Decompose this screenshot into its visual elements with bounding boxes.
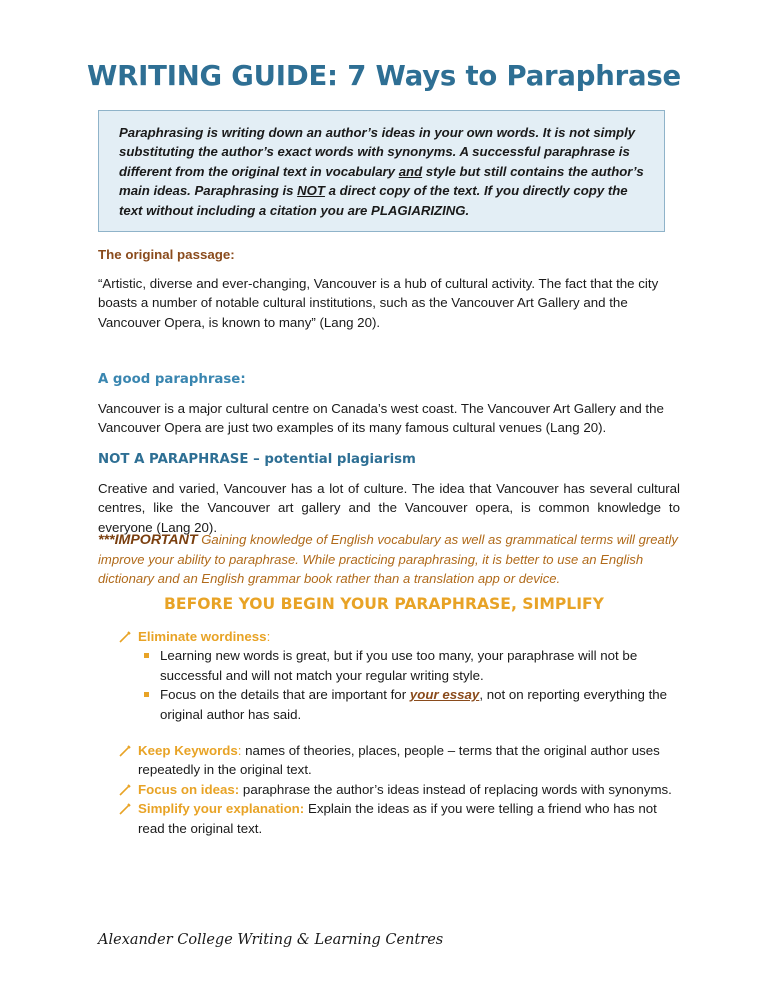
square-bullet-icon <box>144 692 149 697</box>
intro-box <box>98 110 665 232</box>
pencil-icon <box>118 802 132 816</box>
original-heading: The original passage: <box>98 247 235 262</box>
simplify-list-2 <box>118 741 683 838</box>
simplify-heading: BEFORE YOU BEGIN YOUR PARAPHRASE, SIMPLIFY <box>164 595 604 613</box>
original-section <box>98 247 680 332</box>
wordiness-sub2: Focus on the details that are important for your essay, not on reporting everything the original author has said. <box>118 685 683 724</box>
important-label: ***IMPORTANT <box>98 532 198 548</box>
pencil-icon <box>118 783 132 797</box>
bad-heading: NOT A PARAPHRASE – potential plagiarism <box>98 452 416 467</box>
important-note <box>98 530 680 588</box>
good-text: Vancouver is a major cultural centre on Canada’s west coast. The Vancouver Art Gallery and the Vancouver Opera are just two examples of its many famous cultural venues (Lang 20). <box>98 401 664 436</box>
intro-text: Paraphrasing is writing down an author’s ideas in your own words. It is not simply substituting the author’s exact words with synonyms. A successful paraphrase is different from the original text in vocabulary and style but still contains the author’s main ideas. Paraphrasing is NOT a direct copy of the text. If you directly copy the text without including a citation you are PLAGIARIZING. <box>119 125 644 218</box>
wordiness-item: Eliminate wordiness: <box>118 627 683 646</box>
good-section <box>98 372 680 438</box>
page-title: WRITING GUIDE: 7 Ways to Paraphrase <box>87 60 681 92</box>
keywords-item: Keep Keywords: names of theories, places, people – terms that the original author uses repeatedly in the original text. <box>118 741 683 780</box>
ideas-item: Focus on ideas: paraphrase the author’s ideas instead of replacing words with synonyms. <box>118 780 683 799</box>
wordiness-sub1: Learning new words is great, but if you use too many, your paraphrase will not be successful and will not match your regular writing style. <box>118 646 683 685</box>
square-bullet-icon <box>144 653 149 658</box>
pencil-icon <box>118 744 132 758</box>
important-text: Gaining knowledge of English vocabulary as well as grammatical terms will greatly improve your ability to paraphrase. While practicing paraphrasing, it is better to use an English dictionary and an English grammar book rather than a translation app or device. <box>98 532 678 586</box>
original-text: “Artistic, diverse and ever-changing, Vancouver is a hub of cultural activity. The fact that the city boasts a number of notable cultural institutions, such as the Vancouver Art Gallery and the Vancouver Opera, is known to many” (Lang 20). <box>98 276 659 330</box>
pencil-icon <box>118 630 132 644</box>
explain-item: Simplify your explanation: Explain the ideas as if you were telling a friend who has not read the original text. <box>118 799 683 838</box>
good-heading: A good paraphrase: <box>98 372 246 387</box>
bad-text: Creative and varied, Vancouver has a lot of culture. The idea that Vancouver has several cultural centres, like the Vancouver art gallery and the Vancouver opera, is common knowledge to everyone (Lang 20). <box>98 481 680 535</box>
simplify-list <box>118 627 683 724</box>
bad-section <box>98 452 680 537</box>
footer: Alexander College Writing & Learning Centres <box>98 932 444 948</box>
